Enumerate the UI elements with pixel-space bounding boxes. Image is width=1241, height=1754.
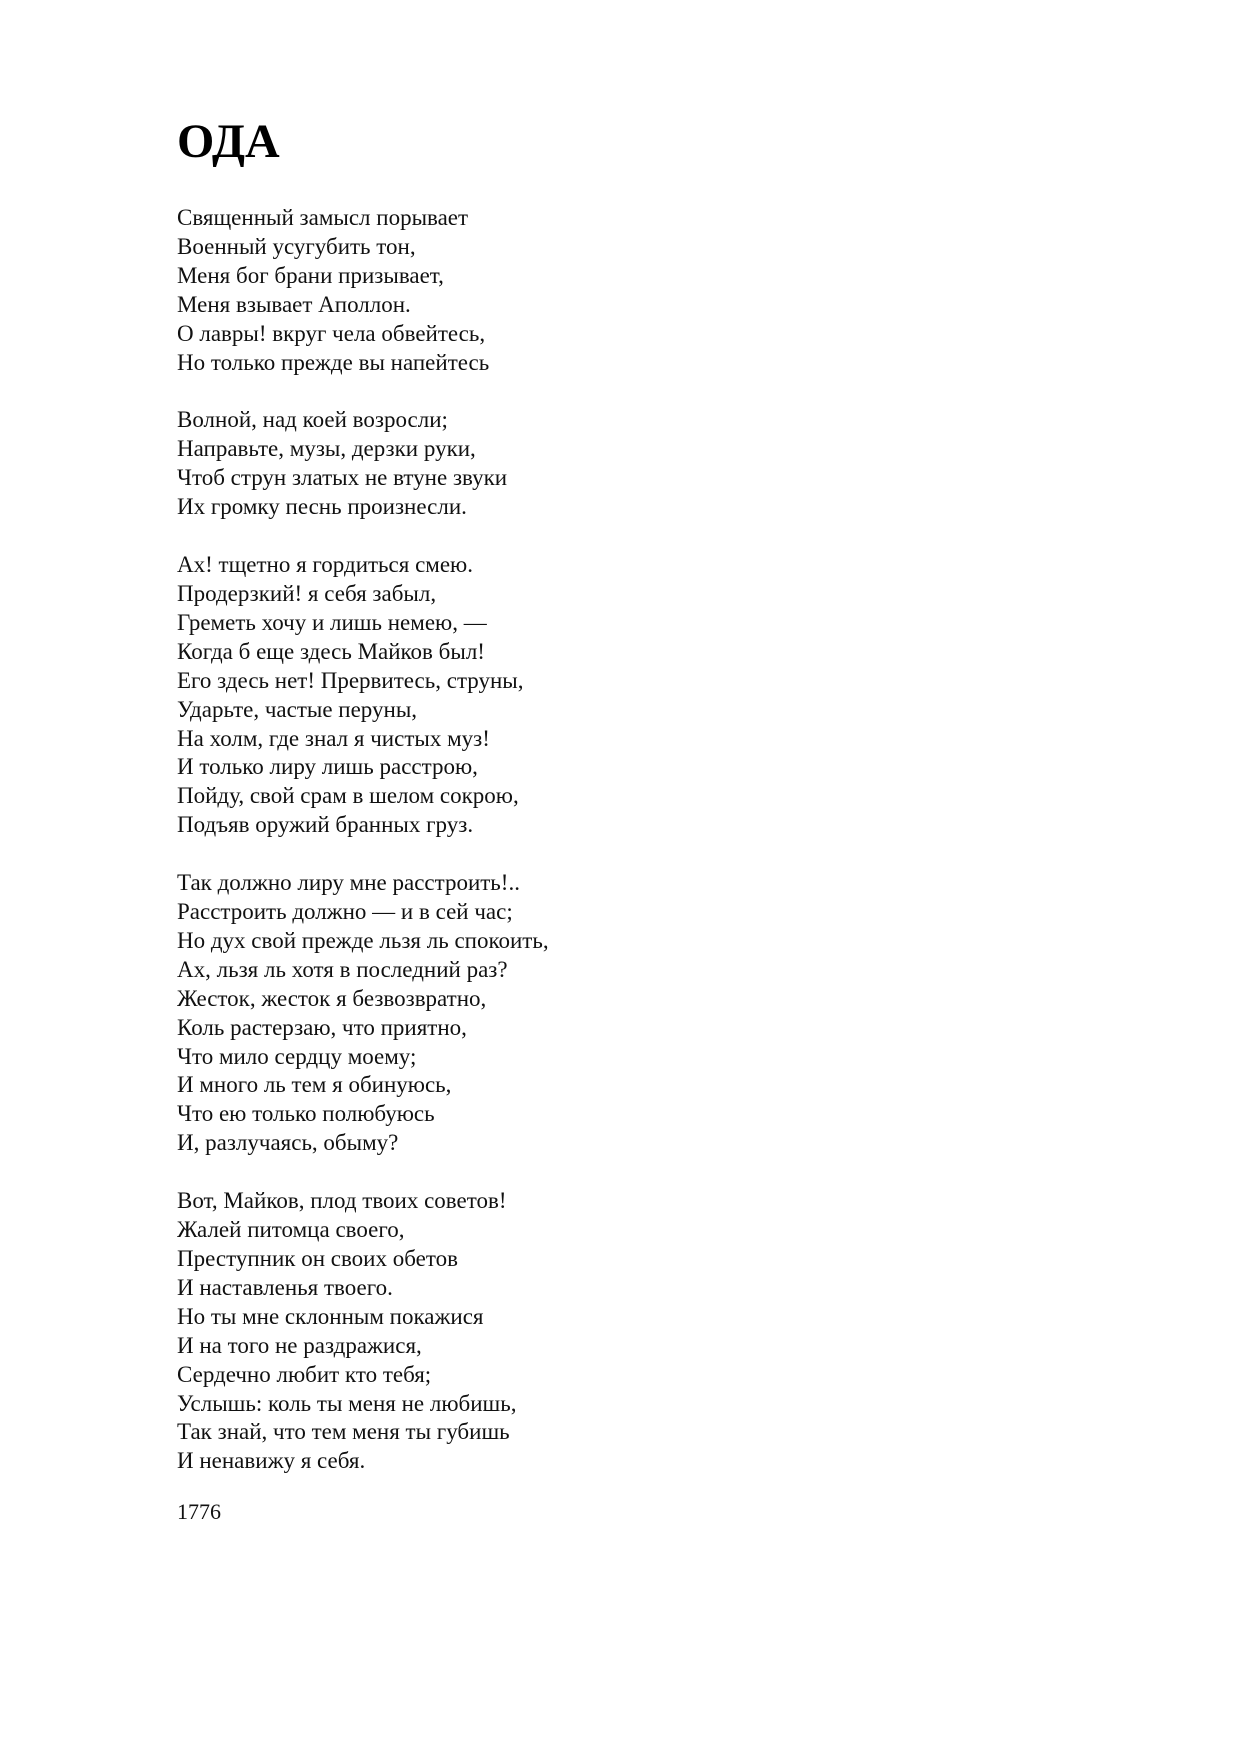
- poem-line: Но дух свой прежде льзя ль спокоить,: [177, 927, 549, 953]
- poem-line: Ударьте, частые перуны,: [177, 696, 418, 722]
- stanza-gap: [177, 840, 877, 869]
- stanza-4: [177, 869, 877, 1158]
- poem-line: Но только прежде вы напейтесь: [177, 349, 490, 375]
- stanza-5: [177, 1187, 877, 1476]
- stanza-gap: [177, 1158, 877, 1187]
- poem-line: Коль растерзаю, что приятно,: [177, 1014, 467, 1040]
- poem-line: Волной, над коей возросли;: [177, 407, 448, 433]
- poem-line: Что ею только полюбуюсь: [177, 1101, 435, 1127]
- poem-line: Военный усугубить тон,: [177, 233, 416, 259]
- poem-line: Когда б еще здесь Майков был!: [177, 638, 485, 664]
- poem-line: Что мило сердцу моему;: [177, 1043, 417, 1069]
- poem-line: Услышь: коль ты меня не любишь,: [177, 1390, 517, 1416]
- poem-line: Их громку песнь произнесли.: [177, 494, 467, 520]
- poem-line: И ненавижу я себя.: [177, 1448, 366, 1474]
- poem-line: Но ты мне склонным покажися: [177, 1303, 484, 1329]
- poem-line: Меня бог брани призывает,: [177, 262, 444, 288]
- stanza-gap: [177, 522, 877, 551]
- poem-line: Сердечно любит кто тебя;: [177, 1361, 432, 1387]
- poem-line: Его здесь нет! Прервитесь, струны,: [177, 667, 524, 693]
- poem-line: Жесток, жесток я безвозвратно,: [177, 985, 487, 1011]
- poem-line: Священный замысл порывает: [177, 205, 469, 230]
- poem-line: Преступник он своих обетов: [177, 1246, 458, 1271]
- poem-line: И только лиру лишь расстрою,: [177, 754, 478, 780]
- stanza-gap: [177, 377, 877, 406]
- stanza-1: [177, 204, 877, 377]
- poem-line: И много ль тем я обинуюсь,: [177, 1072, 452, 1098]
- poem-year: 1776: [177, 1499, 221, 1524]
- poem-line: Так знай, что тем меня ты губишь: [177, 1419, 510, 1445]
- poem-line: Направьте, музы, дерзки руки,: [177, 436, 476, 462]
- poem-line: Вот, Майков, плод твоих советов!: [177, 1188, 507, 1214]
- poem-line: Пойду, свой срам в шелом сокрою,: [177, 783, 519, 809]
- poem-title: ОДА: [177, 115, 280, 168]
- poem-line: И на того не раздражися,: [177, 1332, 422, 1358]
- poem-body: [177, 204, 877, 1476]
- poem-line: Жалей питомца своего,: [177, 1217, 405, 1243]
- stanza-2: [177, 406, 877, 522]
- poem-line: Греметь хочу и лишь немею, —: [177, 609, 487, 635]
- poem-line: Меня взывает Аполлон.: [177, 291, 411, 317]
- poem-line: Продерзкий! я себя забыл,: [177, 580, 437, 606]
- poem-line: Чтоб струн златых не втуне звуки: [177, 465, 508, 491]
- poem-line: Ах! тщетно я гордиться смею.: [177, 552, 473, 578]
- poem-line: На холм, где знал я чистых муз!: [177, 725, 490, 751]
- stanza-3: [177, 551, 877, 840]
- poem-line: Расстроить должно — и в сей час;: [177, 899, 513, 925]
- poem-line: Ах, льзя ль хотя в последний раз?: [177, 956, 508, 982]
- poem-line: И наставленья твоего.: [177, 1274, 393, 1300]
- poem-line: И, разлучаясь, обыму?: [177, 1130, 399, 1156]
- poem-line: О лавры! вкруг чела обвейтесь,: [177, 320, 486, 346]
- poem-line: Подъяв оружий бранных груз.: [177, 812, 474, 838]
- poem-line: Так должно лиру мне расстроить!..: [177, 870, 520, 896]
